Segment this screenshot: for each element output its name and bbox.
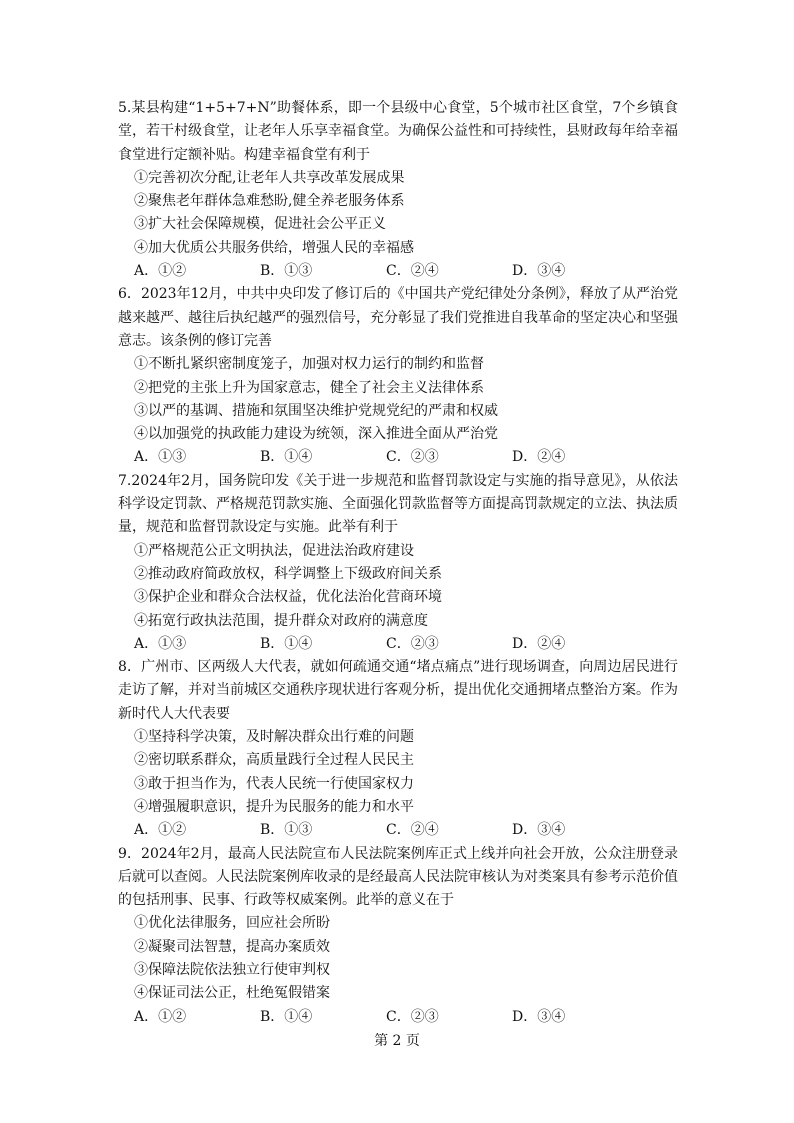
answer-c: C．②④ (386, 822, 439, 839)
option-1: ①完善初次分配,让老年人共享改革发展成果 (134, 169, 405, 186)
answer-b: B．①④ (260, 449, 313, 466)
answer-choices (118, 633, 678, 656)
question-stem: 8．广州市、区两级人大代表，就如何疏通交通“堵点痛点”进行现场调查，向周边居民进行走访了解，并对当前城区交通秩序现状进行客观分析，提出优化交通拥堵点整治方案。作为新时代人大代表要 (118, 659, 678, 722)
option-4: ④增强履职意识，提升为民服务的能力和水平 (134, 798, 414, 815)
option-2: ②密切联系群众，高质量践行全过程人民民主 (134, 752, 414, 769)
option-3: ③扩大社会保障规模，促进社会公平正义 (134, 216, 386, 233)
option-4: ④保证司法公正，杜绝冤假错案 (134, 985, 330, 1002)
answer-d: D．③④ (512, 1008, 566, 1025)
question-stem: 7.2024年2月，国务院印发《关于进一步规范和监督罚款设定与实施的指导意见》，从依法科学设定罚款、严格规范罚款实施、全面强化罚款监督等方面提高罚款规定的立法、执法质量，规范和监督罚款设定与实施。此举有利于 (118, 472, 678, 536)
answer-d: D．③④ (512, 263, 566, 280)
question-7 (118, 470, 678, 656)
answer-d: D．②④ (512, 635, 566, 652)
answer-b: B．①④ (260, 1008, 313, 1025)
answer-c: C．②③ (386, 1008, 439, 1025)
option-1: ①坚持科学决策，及时解决群众出行难的问题 (134, 729, 414, 746)
answer-c: C．②③ (386, 449, 439, 466)
option-4: ④拓宽行政执法范围，提升群众对政府的满意度 (134, 612, 428, 629)
answer-c: C．②④ (386, 263, 439, 280)
option-3: ③保障法院依法独立行使审判权 (134, 961, 330, 978)
option-2: ②把党的主张上升为国家意志，健全了社会主义法律体系 (134, 379, 484, 396)
question-8 (118, 656, 678, 842)
answer-choices (118, 446, 678, 469)
answer-a: A．①② (134, 263, 187, 280)
exam-page (118, 97, 678, 1029)
option-3: ③敢于担当作为，代表人民统一行使国家权力 (134, 775, 414, 792)
answer-b: B．①③ (260, 263, 313, 280)
answer-choices (118, 819, 678, 842)
answer-b: B．①④ (260, 635, 313, 652)
answer-a: A．①② (134, 822, 187, 839)
option-1: ①不断扎紧织密制度笼子，加强对权力运行的制约和监督 (134, 356, 484, 373)
question-stem: 9．2024年2月，最高人民法院宣布人民法院案例库正式上线并向社会开放，公众注册登录后就可以查阅。人民法院案例库收录的是经最高人民法院审核认为对类案具有参考示范价值的包括刑事、民事、行政等权威案例。此举的意义在于 (118, 845, 678, 909)
page-number: 第 2 页 (374, 1033, 420, 1049)
answer-d: D．②④ (512, 449, 566, 466)
option-2: ②推动政府简政放权，科学调整上下级政府间关系 (134, 565, 442, 582)
question-stem: 5.某县构建“1+5+7+N”助餐体系，即一个县级中心食堂，5个城市社区食堂，7个乡镇食堂，若干村级食堂，让老年人乐享幸福食堂。为确保公益性和可持续性，县财政每年给幸福食堂进行定额补贴。构建幸福食堂有利于 (118, 100, 678, 163)
answer-d: D．③④ (512, 822, 566, 839)
option-4: ④以加强党的执政能力建设为统领，深入推进全面从严治党 (134, 426, 498, 443)
answer-b: B．①③ (260, 822, 313, 839)
answer-a: A．①③ (134, 449, 187, 466)
option-3: ③以严的基调、措施和氛围坚决维护党规党纪的严肃和权威 (134, 402, 498, 419)
answer-choices (118, 1006, 678, 1029)
option-2: ②凝聚司法智慧，提高办案质效 (134, 938, 330, 955)
question-9 (118, 843, 678, 1029)
option-4: ④加大优质公共服务供给，增强人民的幸福感 (134, 239, 414, 256)
option-1: ①优化法律服务，回应社会所盼 (134, 915, 330, 932)
option-2: ②聚焦老年群体急难愁盼,健全养老服务体系 (134, 193, 405, 210)
question-6 (118, 283, 678, 469)
option-3: ③保护企业和群众合法权益，优化法治化营商环境 (134, 589, 442, 606)
question-5 (118, 97, 678, 283)
question-stem: 6．2023年12月，中共中央印发了修订后的《中国共产党纪律处分条例》，释放了从严治党越来越严、越往后执纪越严的强烈信号，充分彰显了我们党推进自我革命的坚定决心和坚强意志。该条例的修订完善 (118, 286, 678, 349)
answer-a: A．①③ (134, 635, 187, 652)
answer-a: A．①② (134, 1008, 187, 1025)
answer-choices (118, 260, 678, 283)
answer-c: C．②③ (386, 635, 439, 652)
option-1: ①严格规范公正文明执法，促进法治政府建设 (134, 542, 414, 559)
